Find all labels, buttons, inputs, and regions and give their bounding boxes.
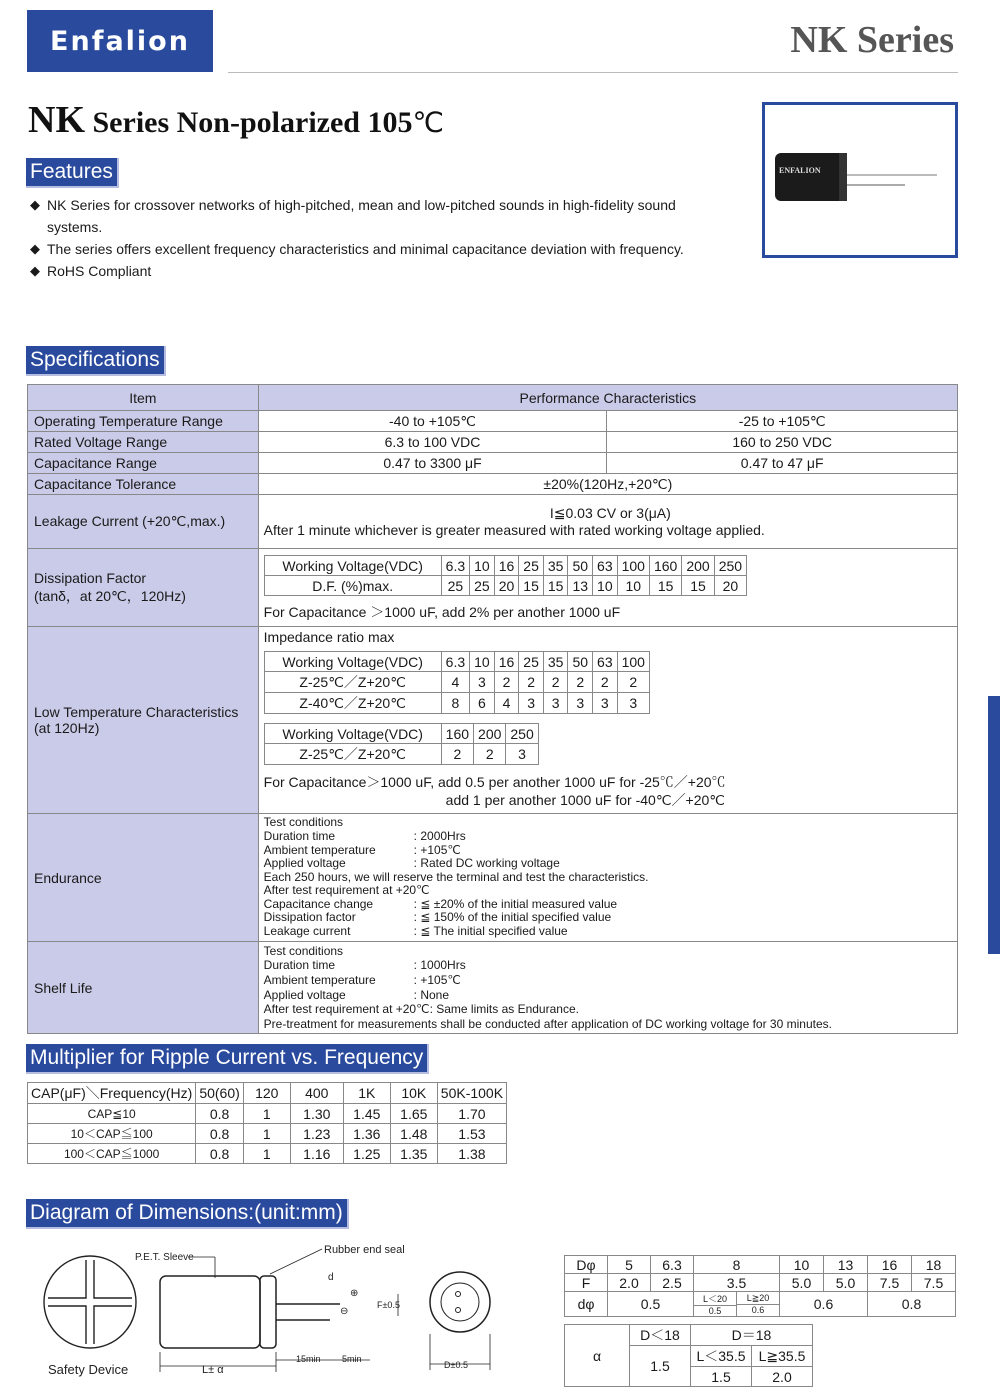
feature-item: ◆ The series offers excellent frequency characteristics and minimal capacitance deviation with frequency. <box>30 238 710 260</box>
z40-value: 6 <box>470 693 495 714</box>
alpha-l-lt: L＜35.5 <box>691 1346 752 1367</box>
z25-value: 2 <box>474 744 506 765</box>
z40-value: 3 <box>617 693 649 714</box>
df-value: 20 <box>714 576 746 596</box>
impedance-voltage: 35 <box>543 652 568 672</box>
shelf-cell <box>258 942 957 1034</box>
impedance-voltage: 50 <box>568 652 593 672</box>
dim-f: 5.0 <box>824 1274 868 1292</box>
endurance-capchg-value: : ≦ ±20% of the initial measured value <box>413 896 618 911</box>
df-value: 15 <box>543 576 568 596</box>
ripple-value: 1.38 <box>437 1144 506 1164</box>
endurance-test: Test conditions <box>263 815 344 830</box>
df-value: 15 <box>682 576 714 596</box>
series-heading: NK Series <box>790 19 954 61</box>
diameter-label: D±0.5 <box>444 1360 468 1370</box>
endurance-capchg-key: Capacitance change <box>263 896 374 911</box>
specifications-table <box>27 384 958 1034</box>
alpha-l-ge: L≧35.5 <box>752 1346 813 1367</box>
shelf-after: After test requirement at +20℃: Same limits as Endurance. <box>263 1002 579 1017</box>
pet-sleeve-label: P.E.T. Sleeve <box>135 1252 194 1263</box>
lowtemp-label-line1: Low Temperature Characteristics <box>34 704 239 720</box>
df-value: 25 <box>470 576 495 596</box>
shelf-ambient-key: Ambient temperature <box>263 972 376 987</box>
ripple-row <box>28 1104 507 1124</box>
z25-label: Z-25℃／Z+20℃ <box>264 744 441 765</box>
features-heading: Features <box>26 158 119 188</box>
impedance-voltage: 100 <box>617 652 649 672</box>
minus-mark: ⊖ <box>340 1306 349 1317</box>
dim-dd-lt <box>694 1292 737 1317</box>
alpha-value: 1.5 <box>691 1367 752 1387</box>
dim-dd-row <box>565 1292 956 1317</box>
z40-value: 3 <box>593 693 618 714</box>
ripple-header-row <box>28 1083 507 1104</box>
lowtemp-cell <box>258 627 957 814</box>
ripple-value: 1 <box>243 1144 290 1164</box>
ripple-header: 50K-100K <box>437 1083 506 1104</box>
col-performance: Performance Characteristics <box>258 385 957 411</box>
op-temp-b: -25 to +105℃ <box>607 411 958 432</box>
ripple-value: 1.25 <box>343 1144 390 1164</box>
df-value-row <box>264 576 746 596</box>
capacitor-label: ENFALION <box>779 166 821 175</box>
dim-d: 5 <box>608 1256 651 1274</box>
endurance-applied-value: : Rated DC working voltage <box>413 856 560 871</box>
leakage-value <box>258 495 957 549</box>
rated-voltage-label: Rated Voltage Range <box>28 432 259 453</box>
cap-tolerance-value: ±20%(120Hz,+20℃) <box>258 474 957 495</box>
cap-range-a: 0.47 to 3300 μF <box>258 453 607 474</box>
dim-f: 5.0 <box>780 1274 824 1292</box>
dim-d: 13 <box>824 1256 868 1274</box>
op-temp-label: Operating Temperature Range <box>28 411 259 432</box>
ripple-value: 1.45 <box>343 1104 390 1124</box>
ripple-value: 1.16 <box>290 1144 343 1164</box>
alpha-d-lt: D＜18 <box>630 1325 691 1346</box>
dim-d-label: Dφ <box>565 1256 608 1274</box>
dimension-table <box>564 1255 956 1317</box>
shelf-applied-key: Applied voltage <box>263 987 346 1002</box>
title-degree: ℃ <box>412 106 444 139</box>
impedance-voltage: 16 <box>494 652 519 672</box>
plus-mark: ⊕ <box>350 1288 359 1299</box>
ripple-row <box>28 1124 507 1144</box>
df-value: 15 <box>649 576 681 596</box>
rated-voltage-b: 160 to 250 VDC <box>607 432 958 453</box>
ripple-header: CAP(μF)＼Frequency(Hz) <box>28 1083 196 1104</box>
dim-d: 16 <box>868 1256 912 1274</box>
df-voltage: 35 <box>543 556 568 576</box>
safety-device-label: Safety Device <box>48 1362 129 1377</box>
df-value: 20 <box>494 576 519 596</box>
impedance-voltage-label: Working Voltage(VDC) <box>264 724 441 744</box>
capacitor-image <box>765 105 955 255</box>
impedance-voltage: 200 <box>474 724 506 744</box>
leakage-note: After 1 minute whichever is greater measured with rated working voltage applied. <box>263 522 765 538</box>
ripple-value: 0.8 <box>196 1124 243 1144</box>
ripple-header: 400 <box>290 1083 343 1104</box>
impedance-voltage: 6.3 <box>441 652 469 672</box>
features-list <box>30 194 710 282</box>
ripple-table <box>27 1082 507 1164</box>
endurance-leak-value: : ≦ The initial specified value <box>413 924 568 939</box>
alpha-d-eq: D＝18 <box>691 1325 813 1346</box>
z25-value: 2 <box>519 672 544 693</box>
z40-row <box>264 693 649 714</box>
endurance-ambient-value: : +105℃ <box>413 842 461 857</box>
z40-label: Z-40℃／Z+20℃ <box>264 693 441 714</box>
df-value-label: D.F. (%)max. <box>264 576 441 596</box>
dim-dd-lt-value: 0.5 <box>708 1306 722 1316</box>
col-item: Item <box>28 385 259 411</box>
z25-value: 2 <box>441 744 473 765</box>
z25-value: 2 <box>593 672 618 693</box>
endurance-dissf-key: Dissipation factor <box>263 910 356 925</box>
dim-d-row <box>565 1256 956 1274</box>
shelf-pre: Pre-treatment for measurements shall be conducted after application of DC working voltage for 30 minutes. <box>263 1016 832 1031</box>
endurance-duration-key: Duration time <box>263 828 336 843</box>
impedance-table-a <box>264 651 650 714</box>
shelf-label: Shelf Life <box>28 942 259 1034</box>
endurance-details <box>264 816 957 938</box>
ripple-value: 1.30 <box>290 1104 343 1124</box>
impedance-voltage: 63 <box>593 652 618 672</box>
dim-dd-ge-label: L≧20 <box>737 1293 779 1305</box>
df-voltage: 200 <box>682 556 714 576</box>
dim-dd: 0.6 <box>780 1292 868 1317</box>
z25-value: 2 <box>543 672 568 693</box>
ripple-row <box>28 1144 507 1164</box>
z25-value: 4 <box>441 672 469 693</box>
lowtemp-note-1: For Capacitance＞1000 uF, add 0.5 per another 1000 uF for -25℃／+20℃ <box>263 774 726 790</box>
df-value: 10 <box>593 576 618 596</box>
header-divider <box>228 72 958 73</box>
ripple-header: 120 <box>243 1083 290 1104</box>
ripple-cap: 10＜CAP≦100 <box>28 1124 196 1144</box>
z25-row <box>264 672 649 693</box>
df-voltage: 250 <box>714 556 746 576</box>
shelf-ambient-value: : +105℃ <box>413 972 461 987</box>
dim-d: 10 <box>780 1256 824 1274</box>
shelf-applied-value: : None <box>413 987 450 1002</box>
z25-label: Z-25℃／Z+20℃ <box>264 672 441 693</box>
lowtemp-label-line2: (at 120Hz) <box>34 720 100 736</box>
z40-value: 3 <box>519 693 544 714</box>
alpha-value: 1.5 <box>630 1346 691 1387</box>
leakage-label: Leakage Current (+20℃,max.) <box>28 495 259 549</box>
df-voltage: 100 <box>617 556 649 576</box>
endurance-after: After test requirement at +20℃ <box>263 883 430 898</box>
cap-range-label: Capacitance Range <box>28 453 259 474</box>
dim-f-label: F <box>565 1274 608 1292</box>
z25-row <box>264 744 538 765</box>
side-tab-marker <box>988 696 1000 954</box>
df-note: For Capacitance ＞1000 uF, add 2% per another 1000 uF <box>263 604 621 620</box>
impedance-voltage: 250 <box>506 724 538 744</box>
ripple-value: 1.23 <box>290 1124 343 1144</box>
ripple-value: 0.8 <box>196 1104 243 1124</box>
dim-f: 3.5 <box>694 1274 780 1292</box>
pitch-label: F±0.5 <box>377 1300 400 1310</box>
ripple-header: 50(60) <box>196 1083 243 1104</box>
dim-d: 8 <box>694 1256 780 1274</box>
dim-dd-ge <box>737 1292 780 1317</box>
dim-dd: 0.5 <box>608 1292 694 1317</box>
z40-value: 8 <box>441 693 469 714</box>
dim-dd: 0.8 <box>868 1292 956 1317</box>
rated-voltage-a: 6.3 to 100 VDC <box>258 432 607 453</box>
endurance-ambient-key: Ambient temperature <box>263 842 376 857</box>
df-voltage: 6.3 <box>441 556 469 576</box>
impedance-voltage: 160 <box>441 724 473 744</box>
df-voltage: 25 <box>519 556 544 576</box>
ripple-cap: 100＜CAP≦1000 <box>28 1144 196 1164</box>
length-label: L± α <box>202 1364 224 1376</box>
df-voltage: 16 <box>494 556 519 576</box>
lead-5min-label: 5min <box>342 1354 362 1364</box>
cap-range-b: 0.47 to 47 μF <box>607 453 958 474</box>
lowtemp-label <box>28 627 259 814</box>
dim-f: 7.5 <box>868 1274 912 1292</box>
z25-value: 3 <box>506 744 538 765</box>
ripple-value: 1.65 <box>390 1104 437 1124</box>
leakage-formula: I≦0.03 CV or 3(μA) <box>549 505 671 521</box>
brand-logo: Enfalion <box>27 10 213 72</box>
endurance-each: Each 250 hours, we will reserve the terminal and test the characteristics. <box>263 869 649 884</box>
alpha-label: α <box>565 1325 630 1387</box>
df-value: 10 <box>617 576 649 596</box>
feature-item: ◆ NK Series for crossover networks of high-pitched, mean and low-pitched sounds in high-fidelity sound systems. <box>30 194 710 238</box>
ripple-value: 0.8 <box>196 1144 243 1164</box>
df-voltage: 50 <box>568 556 593 576</box>
z40-value: 3 <box>543 693 568 714</box>
shelf-details <box>264 944 957 1032</box>
df-voltage: 10 <box>470 556 495 576</box>
df-value: 13 <box>568 576 593 596</box>
impedance-heading: Impedance ratio max <box>263 629 395 645</box>
title-nk: NK <box>28 99 85 141</box>
ripple-value: 1 <box>243 1124 290 1144</box>
endurance-leak-key: Leakage current <box>263 924 351 939</box>
dim-f: 2.5 <box>651 1274 694 1292</box>
df-cell <box>258 549 957 627</box>
z40-value: 4 <box>494 693 519 714</box>
alpha-value: 2.0 <box>752 1367 813 1387</box>
endurance-label: Endurance <box>28 814 259 942</box>
df-label-line1: Dissipation Factor <box>34 569 147 586</box>
impedance-voltage-row <box>264 652 649 672</box>
ripple-cap: CAP≦10 <box>28 1104 196 1124</box>
ripple-value: 1.35 <box>390 1144 437 1164</box>
dim-f-row <box>565 1274 956 1292</box>
dim-f: 7.5 <box>912 1274 956 1292</box>
shelf-test: Test conditions <box>263 943 344 958</box>
lowtemp-note-2: add 1 per another 1000 uF for -40℃／+20℃ <box>445 792 726 808</box>
dim-dd-lt-label: L＜20 <box>694 1292 736 1306</box>
dimension-diagram <box>30 1236 550 1386</box>
impedance-voltage-label: Working Voltage(VDC) <box>264 652 441 672</box>
df-table <box>264 555 747 596</box>
endurance-cell <box>258 814 957 942</box>
dim-dd-label: dφ <box>565 1292 608 1317</box>
z25-value: 2 <box>494 672 519 693</box>
feature-item: ◆ RoHS Compliant <box>30 260 710 282</box>
df-value: 25 <box>441 576 469 596</box>
ripple-value: 1.48 <box>390 1124 437 1144</box>
ripple-header: 1K <box>343 1083 390 1104</box>
z40-value: 3 <box>568 693 593 714</box>
impedance-voltage-row <box>264 724 538 744</box>
op-temp-a: -40 to +105℃ <box>258 411 607 432</box>
endurance-applied-key: Applied voltage <box>263 856 346 871</box>
ripple-heading: Multiplier for Ripple Current vs. Frequency <box>26 1044 429 1074</box>
endurance-duration-value: : 2000Hrs <box>413 828 466 843</box>
alpha-header-row <box>565 1325 813 1346</box>
lead-15min-label: 15min <box>296 1354 321 1364</box>
rubber-seal-label: Rubber end seal <box>324 1244 405 1256</box>
dim-d: 6.3 <box>651 1256 694 1274</box>
ripple-value: 1.53 <box>437 1124 506 1144</box>
z25-value: 2 <box>568 672 593 693</box>
page-title <box>28 98 444 142</box>
specifications-heading: Specifications <box>26 346 166 376</box>
z25-value: 2 <box>617 672 649 693</box>
endurance-dissf-value: : ≦ 150% of the initial specified value <box>413 910 612 925</box>
impedance-voltage: 10 <box>470 652 495 672</box>
product-photo <box>762 102 958 258</box>
dim-d: 18 <box>912 1256 956 1274</box>
df-voltage-row <box>264 556 746 576</box>
df-value: 15 <box>519 576 544 596</box>
z25-value: 3 <box>470 672 495 693</box>
df-voltage-label: Working Voltage(VDC) <box>264 556 441 576</box>
dim-f: 2.0 <box>608 1274 651 1292</box>
ripple-value: 1 <box>243 1104 290 1124</box>
ripple-value: 1.36 <box>343 1124 390 1144</box>
lead-d-label: d <box>328 1272 334 1283</box>
df-voltage: 63 <box>593 556 618 576</box>
impedance-voltage: 25 <box>519 652 544 672</box>
title-series: Series Non-polarized 105 <box>85 106 413 139</box>
dimensions-heading: Diagram of Dimensions:(unit:mm) <box>26 1199 349 1229</box>
shelf-duration-key: Duration time <box>263 958 336 973</box>
shelf-duration-value: : 1000Hrs <box>413 958 466 973</box>
cap-tolerance-label: Capacitance Tolerance <box>28 474 259 495</box>
df-label <box>28 549 259 627</box>
impedance-table-b <box>264 723 539 765</box>
df-voltage: 160 <box>649 556 681 576</box>
df-label-line2: (tanδ，at 20℃，120Hz) <box>34 587 186 604</box>
dim-dd-ge-value: 0.6 <box>751 1305 765 1315</box>
ripple-header: 10K <box>390 1083 437 1104</box>
ripple-value: 1.70 <box>437 1104 506 1124</box>
alpha-table <box>564 1324 813 1387</box>
